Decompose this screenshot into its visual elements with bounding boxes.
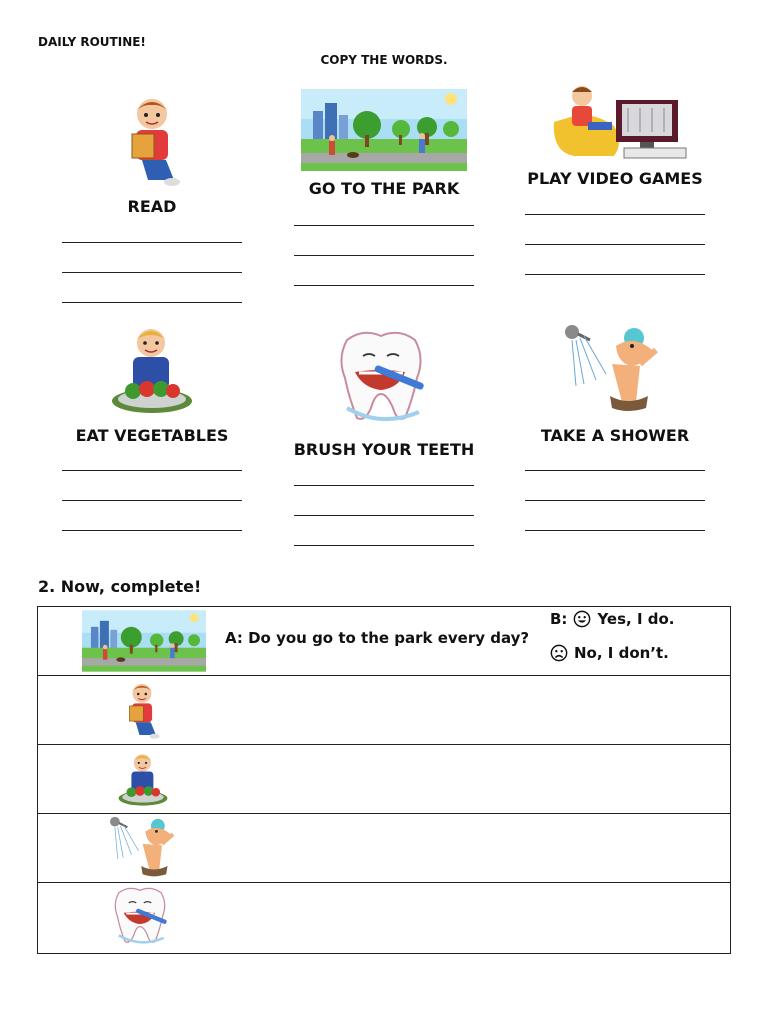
park-scene-icon	[82, 610, 206, 672]
tooth-brushing-icon	[110, 885, 170, 947]
answer-no	[550, 644, 669, 662]
writing-line[interactable]	[62, 272, 242, 273]
table-row[interactable]	[38, 883, 730, 952]
writing-line[interactable]	[525, 214, 705, 215]
sad-face-icon	[550, 644, 568, 662]
writing-line[interactable]	[62, 242, 242, 243]
happy-face-icon	[573, 610, 591, 628]
table-row[interactable]	[38, 814, 730, 883]
writing-line[interactable]	[62, 500, 242, 501]
activity-label: TAKE A SHOWER	[540, 426, 690, 445]
answer-b-prefix: B:	[550, 610, 568, 628]
tooth-brushing-icon	[333, 328, 429, 426]
writing-line[interactable]	[294, 545, 474, 546]
boy-vegetables-icon	[118, 751, 168, 809]
writing-line[interactable]	[525, 500, 705, 501]
writing-line[interactable]	[294, 485, 474, 486]
boy-reading-icon	[123, 682, 161, 740]
writing-line[interactable]	[525, 274, 705, 275]
man-shower-icon	[562, 324, 666, 416]
boy-vegetables-icon	[111, 325, 193, 417]
activity-label: PLAY VIDEO GAMES	[527, 169, 703, 188]
writing-line[interactable]	[294, 515, 474, 516]
park-scene-icon	[301, 89, 467, 171]
table-row[interactable]	[38, 745, 730, 814]
answer-yes-text: Yes, I do.	[597, 610, 675, 628]
writing-line[interactable]	[294, 255, 474, 256]
writing-line[interactable]	[525, 244, 705, 245]
activity-label: READ	[127, 197, 177, 216]
writing-line[interactable]	[62, 302, 242, 303]
page-title: DAILY ROUTINE!	[38, 35, 146, 49]
writing-line[interactable]	[294, 225, 474, 226]
table-row[interactable]	[38, 676, 730, 745]
instruction-text: COPY THE WORDS.	[320, 53, 448, 67]
writing-line[interactable]	[62, 470, 242, 471]
man-shower-icon	[108, 816, 180, 880]
activity-label: BRUSH YOUR TEETH	[293, 440, 475, 459]
activity-label: GO TO THE PARK	[308, 179, 460, 198]
dialogue-table	[37, 606, 731, 954]
answer-no-text: No, I don’t.	[574, 644, 669, 662]
writing-line[interactable]	[62, 530, 242, 531]
table-row	[38, 607, 730, 676]
boy-reading-icon	[122, 96, 182, 188]
section-heading: 2. Now, complete!	[38, 577, 202, 596]
writing-line[interactable]	[294, 285, 474, 286]
writing-line[interactable]	[525, 530, 705, 531]
example-question: A: Do you go to the park every day?	[225, 629, 530, 647]
activity-label: EAT VEGETABLES	[75, 426, 229, 445]
writing-line[interactable]	[525, 470, 705, 471]
boy-video-games-icon	[544, 82, 692, 160]
answer-yes	[550, 610, 675, 628]
